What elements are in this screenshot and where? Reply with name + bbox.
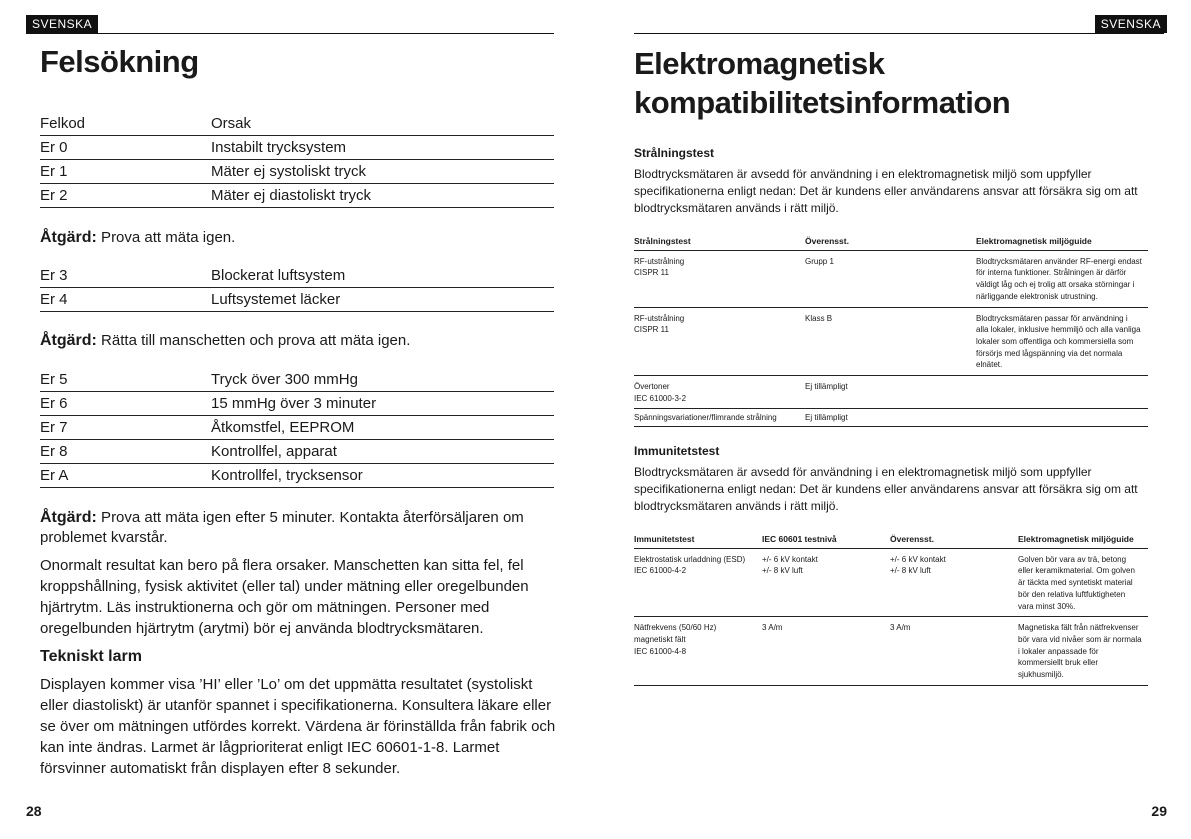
header-cell: Immunitetstest xyxy=(634,534,695,544)
test-cell: Nätfrekvens (50/60 Hz) magnetiskt fält IEC 61000-4-8 xyxy=(634,623,717,656)
error-code: Er 1 xyxy=(40,163,68,180)
error-code-table-2 xyxy=(40,264,554,312)
guide-cell: Blodtrycksmätaren passar för användning i alla lokaler, inklusive hemmiljö och alla vanliga lokaler som offentliga och kommersiella som försörjs med lågspänning via det normala elnätet. xyxy=(976,313,1141,370)
page-title: Felsökning xyxy=(40,44,199,79)
error-code: Er 0 xyxy=(40,139,68,156)
table-header-row xyxy=(634,534,1148,549)
table-row xyxy=(634,409,1148,427)
test-cell: Övertoner IEC 61000-3-2 xyxy=(634,382,687,403)
action-label: Åtgärd: xyxy=(40,229,97,246)
error-code: Er 6 xyxy=(40,395,68,412)
table-row xyxy=(634,549,1148,618)
error-cause: 15 mmHg över 3 minuter xyxy=(211,395,377,412)
immunity-table xyxy=(634,534,1148,686)
guide-cell: Magnetiska fält från nätfrekvenser bör vara vid nivåer som är normala i lokaler anpassade för kommersiellt bruk eller sjukhusmiljö. xyxy=(1018,623,1142,680)
action-label: Åtgärd: xyxy=(40,332,97,349)
error-code: Er 7 xyxy=(40,419,68,436)
action-label: Åtgärd: xyxy=(40,509,97,526)
page-title: Elektromagnetisk kompatibilitetsinformation xyxy=(634,46,1011,120)
test-cell: Elektrostatisk urladdning (ESD) IEC 61000-4-2 xyxy=(634,554,746,576)
top-rule xyxy=(634,33,1164,34)
table-row xyxy=(40,288,554,312)
guide-cell: Golven bör vara av trä, betong eller keramikmaterial. Om golven är täckta med syntetiskt material bör den relativa luftfuktigheten vara minst 30%. xyxy=(1018,554,1135,611)
page-number: 28 xyxy=(26,803,42,819)
table-row xyxy=(40,392,554,416)
emission-intro: Blodtrycksmätaren är avsedd för användning i en elektromagnetisk miljö som uppfyller specifikationerna enligt nedan: Det är kundens eller användarens ansvar att försäkra sig om att blodtrycksmätaren används i rätt miljö. xyxy=(634,167,1138,215)
language-tag: SVENSKA xyxy=(1095,15,1167,33)
table-row xyxy=(40,368,554,392)
error-code: Er 8 xyxy=(40,443,68,460)
error-code: Er A xyxy=(40,467,69,484)
table-header-row xyxy=(634,236,1148,251)
error-code: Er 2 xyxy=(40,187,68,204)
test-cell: Spänningsvariationer/flimrande strålning xyxy=(634,413,777,423)
page-number: 29 xyxy=(1151,803,1167,819)
compliance-cell: 3 A/m xyxy=(890,623,911,633)
test-cell: RF-utstrålning CISPR 11 xyxy=(634,256,685,278)
compliance-cell: Grupp 1 xyxy=(805,256,834,266)
table-header-row xyxy=(40,112,554,136)
left-page xyxy=(0,0,595,839)
header-cell: Överensst. xyxy=(890,534,934,544)
table-row xyxy=(634,308,1148,377)
level-cell: 3 A/m xyxy=(762,623,783,633)
immunity-intro: Blodtrycksmätaren är avsedd för användning i en elektromagnetisk miljö som uppfyller specifikationerna enligt nedan: Det är kundens eller användarens ansvar att försäkra sig om att blodtrycksmätaren används i rätt miljö. xyxy=(634,465,1138,513)
table-row xyxy=(634,617,1148,686)
table-row xyxy=(40,440,554,464)
action-note-2 xyxy=(40,331,554,351)
error-code: Er 5 xyxy=(40,371,68,388)
action-text: Rätta till manschetten och prova att mäta igen. xyxy=(96,332,411,349)
action-text: Prova att mäta igen. xyxy=(96,229,236,246)
header-cause: Orsak xyxy=(211,115,252,132)
compliance-cell: Klass B xyxy=(805,313,833,323)
error-code: Er 4 xyxy=(40,291,68,308)
error-cause: Åtkomstfel, EEPROM xyxy=(211,419,355,436)
emission-heading: Strålningstest xyxy=(634,146,715,160)
error-code: Er 3 xyxy=(40,267,68,284)
result-paragraph: Onormalt resultat kan bero på flera orsaker. Manschetten kan sitta fel, fel kroppshållning, fysisk aktivitet (eller tal) under mätning eller oregelbunden hjärtrytm. Läs instruktionerna och gör om mätningen. Personer med oregelbunden hjärtrytm (arytmi) bör ej använda blodtrycksmätaren. xyxy=(40,557,529,637)
compliance-cell: Ej tillämpligt xyxy=(805,413,848,423)
error-cause: Kontrollfel, trycksensor xyxy=(211,467,363,484)
error-cause: Luftsystemet läcker xyxy=(211,291,341,308)
table-row xyxy=(40,184,554,208)
error-cause: Kontrollfel, apparat xyxy=(211,443,337,460)
error-cause: Mäter ej diastoliskt tryck xyxy=(211,187,372,204)
compliance-cell: Ej tillämpligt xyxy=(805,382,848,392)
header-cell: Elektromagnetisk miljöguide xyxy=(1018,534,1134,544)
section-heading: Tekniskt larm xyxy=(40,648,142,665)
error-code-table-3 xyxy=(40,368,554,488)
test-cell: RF-utstrålning CISPR 11 xyxy=(634,313,685,335)
error-cause: Tryck över 300 mmHg xyxy=(211,371,358,388)
emission-table xyxy=(634,236,1148,427)
header-cell: Strålningstest xyxy=(634,236,691,246)
guide-cell xyxy=(976,381,1148,404)
table-row xyxy=(40,264,554,288)
table-row xyxy=(40,464,554,488)
table-row xyxy=(634,376,1148,409)
immunity-heading: Immunitetstest xyxy=(634,444,720,458)
guide-cell xyxy=(976,412,1148,424)
language-tag: SVENSKA xyxy=(26,15,98,33)
action-note-1 xyxy=(40,228,554,248)
error-cause: Instabilt trycksystem xyxy=(211,139,347,156)
error-cause: Blockerat luftsystem xyxy=(211,267,346,284)
header-cell: Elektromagnetisk miljöguide xyxy=(976,236,1092,246)
table-row xyxy=(634,251,1148,308)
alarm-paragraph: Displayen kommer visa ’HI’ eller ’Lo’ om det uppmätta resultatet (systoliskt eller diastoliskt) är utanför spannet i specifikationerna. Konsultera läkare eller se över om mätningen utfördes korrekt. Värdena är förinställda från fabrik och kan inte ändras. Larmet är lågprioriterat enligt IEC 60601-1-8. Larmet försvinner automatiskt från displayen efter 8 sekunder. xyxy=(40,676,556,777)
compliance-cell: +/- 6 kV kontakt +/- 8 kV luft xyxy=(890,554,946,576)
action-note-3 xyxy=(40,508,554,548)
level-cell: +/- 6 kV kontakt +/- 8 kV luft xyxy=(762,554,818,576)
table-row xyxy=(40,160,554,184)
header-cell: IEC 60601 testnivå xyxy=(762,534,837,544)
top-rule xyxy=(26,33,554,34)
header-cell: Överensst. xyxy=(805,236,849,246)
guide-cell: Blodtrycksmätaren använder RF-energi endast för interna funktioner. Strålningen är därför väldigt låg och ej trolig att orsaka störningar i närliggande elektronisk utrustning. xyxy=(976,256,1142,301)
header-code: Felkod xyxy=(40,115,86,132)
right-page xyxy=(596,0,1191,839)
action-text: Prova att mäta igen efter 5 minuter. Kontakta återförsäljaren om problemet kvarstår. xyxy=(40,509,524,546)
table-row xyxy=(40,416,554,440)
table-row xyxy=(40,136,554,160)
error-code-table-1 xyxy=(40,112,554,208)
error-cause: Mäter ej systoliskt tryck xyxy=(211,163,367,180)
